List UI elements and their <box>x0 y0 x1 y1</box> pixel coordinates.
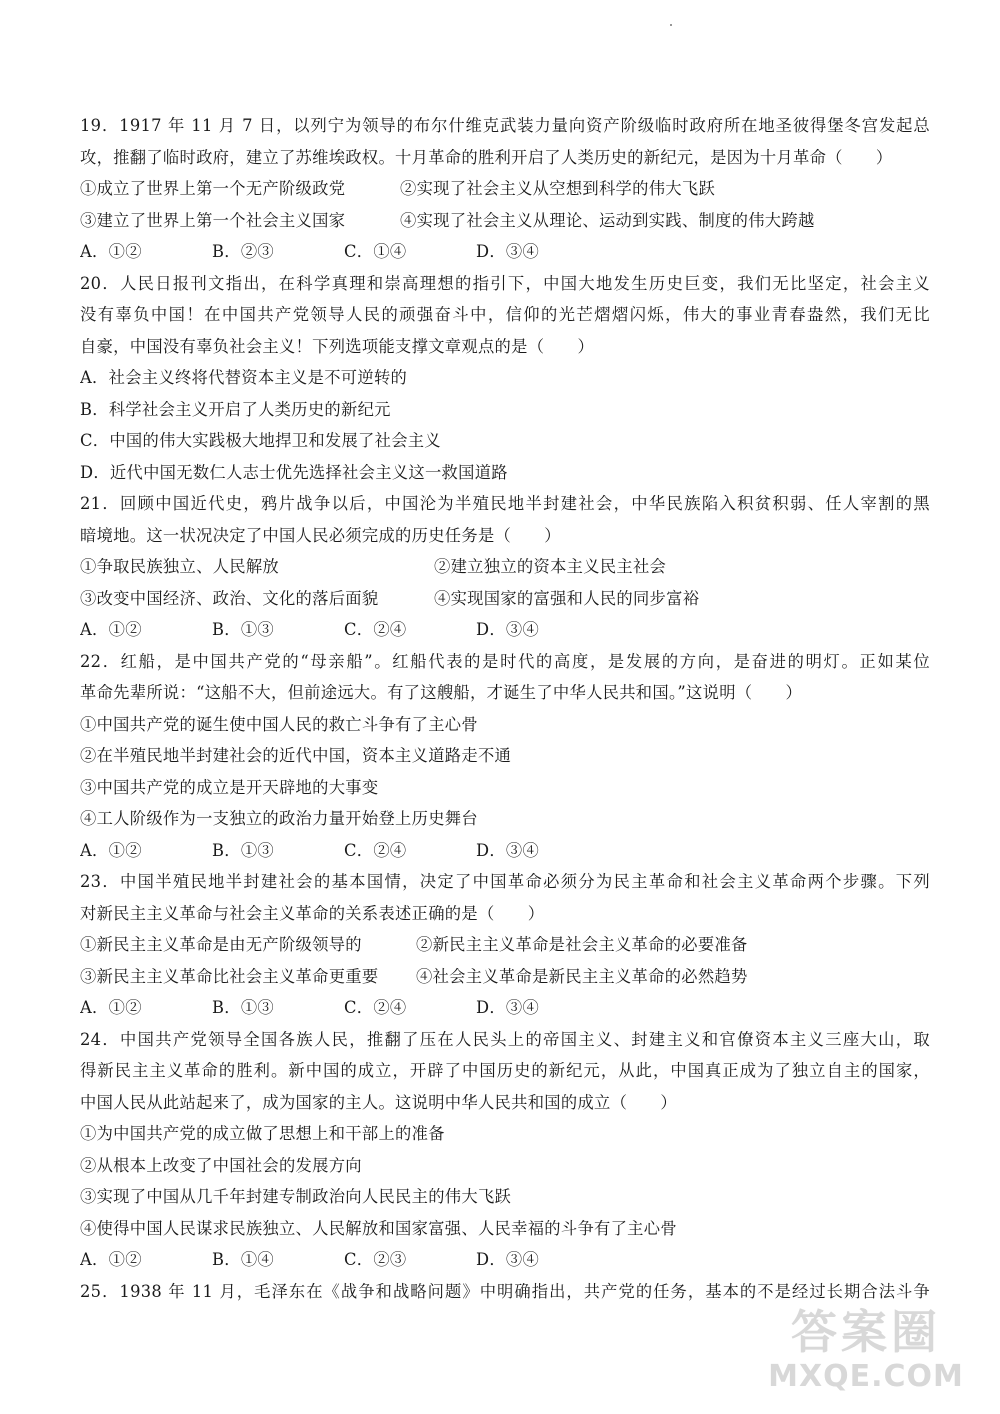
statement: ③建立了世界上第一个社会主义国家 <box>80 210 346 230</box>
statement: ②在半殖民地半封建社会的近代中国，资本主义道路走不通 <box>80 746 512 765</box>
statement: ②实现了社会主义从空想到科学的伟大飞跃 <box>400 179 716 198</box>
option-d: D．③④ <box>476 998 540 1017</box>
answer-options <box>80 614 930 646</box>
option-a: A．社会主义终将代替资本主义是不可逆转的 <box>80 368 408 387</box>
question-stem-line: 中国人民从此站起来了，成为国家的主人。这说明中华人民共和国的成立（ ） <box>80 1092 677 1112</box>
option-b: B．科学社会主义开启了人类历史的新纪元 <box>80 399 391 419</box>
statement: ④使得中国人民谋求民族独立、人民解放和国家富强、人民幸福的斗争有了主心骨 <box>80 1218 677 1238</box>
option-c: C．①④ <box>344 242 407 261</box>
question-stem-line: 20．人民日报刊文指出，在科学真理和崇高理想的指引下，中国大地发生历史巨变，我们无比坚定，社会主义 <box>80 273 930 293</box>
option-a: A．①② <box>80 620 142 639</box>
statement: ③新民主主义革命比社会主义革命更重要 <box>80 966 379 986</box>
statement: ②新民主主义革命是社会主义革命的必要准备 <box>416 935 748 954</box>
watermark-bottom: MXQE.COM <box>768 1359 964 1394</box>
question-25 <box>80 1276 930 1308</box>
option-b: B．①④ <box>212 1250 275 1269</box>
statement: ④工人阶级作为一支独立的政治力量开始登上历史舞台 <box>80 809 478 828</box>
answer-options <box>80 992 930 1024</box>
question-stem-line: 攻，推翻了临时政府，建立了苏维埃政权。十月革命的胜利开启了人类历史的新纪元，是因为十月革命（ ） <box>80 147 893 167</box>
statement: ④社会主义革命是新民主主义革命的必然趋势 <box>416 966 748 986</box>
scan-speck <box>670 24 672 26</box>
option-c: C．②③ <box>344 1250 407 1269</box>
statement: ④实现了社会主义从理论、运动到实践、制度的伟大跨越 <box>400 210 815 230</box>
option-d: D．③④ <box>476 242 540 261</box>
statement: ③实现了中国从几千年封建专制政治向人民民主的伟大飞跃 <box>80 1187 512 1206</box>
statement: ④实现国家的富强和人民的同步富裕 <box>434 588 700 608</box>
statement: ①成立了世界上第一个无产阶级政党 <box>80 179 346 198</box>
question-stem-line: 对新民主主义革命与社会主义革命的关系表述正确的是（ ） <box>80 903 545 923</box>
statement-row <box>80 173 930 205</box>
statement: ①新民主主义革命是由无产阶级领导的 <box>80 935 362 954</box>
statement: ②从根本上改变了中国社会的发展方向 <box>80 1155 362 1175</box>
question-20 <box>80 268 930 489</box>
statement: ②建立独立的资本主义民主社会 <box>434 557 667 576</box>
answer-options <box>80 236 930 268</box>
statement-row <box>80 205 930 237</box>
watermark-top: 答案圈 <box>791 1305 941 1359</box>
question-19 <box>80 110 930 268</box>
option-c: C．②④ <box>344 998 407 1017</box>
question-stem-line: 得新民主主义革命的胜利。新中国的成立，开辟了中国历史的新纪元，从此，中国真正成为了独立自主的国家， <box>80 1061 930 1080</box>
statement: ③改变中国经济、政治、文化的落后面貌 <box>80 588 379 608</box>
option-d: D．③④ <box>476 620 540 639</box>
question-stem-line: 暗境地。这一状况决定了中国人民必须完成的历史任务是（ ） <box>80 525 561 545</box>
option-a: A．①② <box>80 840 142 860</box>
option-a: A．①② <box>80 998 142 1017</box>
question-stem-line: 23．中国半殖民地半封建社会的基本国情，决定了中国革命必须分为民主革命和社会主义革命两个步骤。下列 <box>80 872 930 891</box>
option-d: D．近代中国无数仁人志士优先选择社会主义这一救国道路 <box>80 462 508 482</box>
option-a: A．①② <box>80 1250 142 1269</box>
statement-row <box>80 583 930 615</box>
question-24 <box>80 1024 930 1276</box>
question-stem-line: 自豪，中国没有辜负社会主义！下列选项能支撑文章观点的是（ ） <box>80 336 595 356</box>
option-c: C．②④ <box>344 840 407 860</box>
option-a: A．①② <box>80 242 142 261</box>
question-23 <box>80 866 930 1024</box>
statement: ①为中国共产党的成立做了思想上和干部上的准备 <box>80 1124 445 1143</box>
exam-page <box>80 110 930 1307</box>
option-c: C．②④ <box>344 620 407 639</box>
option-c: C．中国的伟大实践极大地捍卫和发展了社会主义 <box>80 431 441 450</box>
question-stem-line: 没有辜负中国！在中国共产党领导人民的顽强奋斗中，信仰的光芒熠熠闪烁，伟大的事业青春盎然，我们无比 <box>80 305 930 324</box>
watermark-logo <box>746 1304 986 1404</box>
answer-options <box>80 1244 930 1276</box>
question-stem-line: 革命先辈所说：“这船不大，但前途远大。有了这艘船，才诞生了中华人民共和国。”这说明（ ） <box>80 683 803 702</box>
question-stem-line: 19．1917 年 11 月 7 日，以列宁为领导的布尔什维克武装力量向资产阶级临时政府所在地圣彼得堡冬宫发起总 <box>80 116 930 135</box>
question-stem-line: 22．红船，是中国共产党的“母亲船”。红船代表的是时代的高度，是发展的方向，是奋进的明灯。正如某位 <box>80 651 930 671</box>
statement: ①争取民族独立、人民解放 <box>80 557 279 576</box>
statement-row <box>80 961 930 993</box>
option-b: B．①③ <box>212 620 275 639</box>
question-stem-line: 24．中国共产党领导全国各族人民，推翻了压在人民头上的帝国主义、封建主义和官僚资本主义三座大山，取 <box>80 1029 930 1049</box>
option-b: B．①③ <box>212 840 275 860</box>
option-d: D．③④ <box>476 1250 540 1269</box>
statement: ③中国共产党的成立是开天辟地的大事变 <box>80 777 379 797</box>
question-stem-line: 25．1938 年 11 月，毛泽东在《战争和战略问题》中明确指出，共产党的任务，基本的不是经过长期合法斗争 <box>80 1281 930 1301</box>
statement-row <box>80 551 930 583</box>
option-d: D．③④ <box>476 840 540 860</box>
answer-options <box>80 835 930 867</box>
statement-row <box>80 929 930 961</box>
statement: ①中国共产党的诞生使中国人民的救亡斗争有了主心骨 <box>80 714 478 734</box>
question-22 <box>80 646 930 867</box>
question-stem-line: 21．回顾中国近代史，鸦片战争以后，中国沦为半殖民地半封建社会，中华民族陷入积贫积弱、任人宰割的黑 <box>80 494 930 513</box>
question-21 <box>80 488 930 646</box>
option-b: B．①③ <box>212 998 275 1017</box>
option-b: B．②③ <box>212 242 275 261</box>
